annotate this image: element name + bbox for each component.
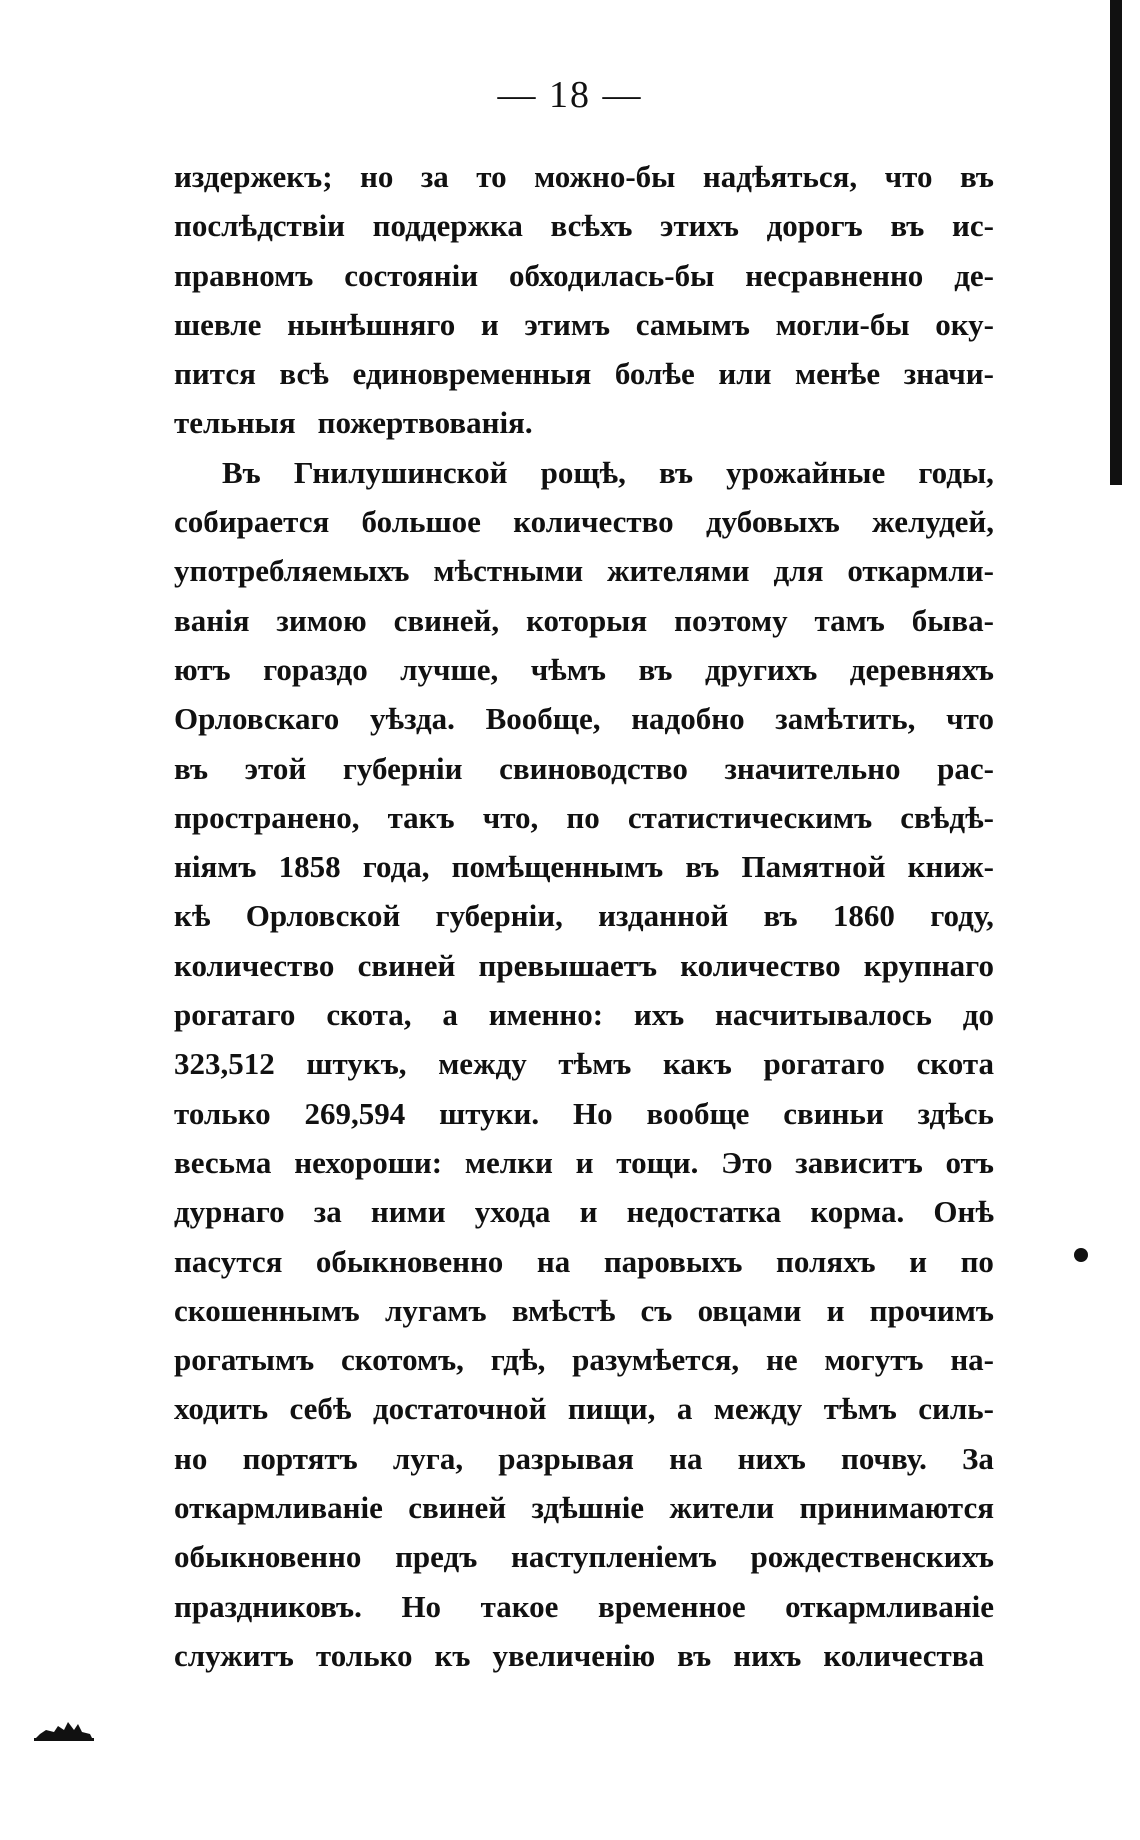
- word: могутъ: [824, 1342, 924, 1378]
- word: обходилась-бы: [508, 257, 715, 293]
- word: недостатка: [626, 1194, 782, 1230]
- word: портятъ: [242, 1440, 358, 1476]
- word: жители: [669, 1490, 775, 1526]
- word: желудей,: [872, 504, 994, 540]
- word: тельныя: [174, 405, 296, 441]
- word: быва-: [911, 602, 994, 638]
- word: года,: [362, 849, 430, 885]
- word: какъ: [663, 1046, 732, 1082]
- word: служитъ: [174, 1637, 294, 1673]
- word: по: [960, 1243, 994, 1279]
- word: За: [962, 1440, 994, 1476]
- word: можно-бы: [534, 159, 676, 194]
- word: въ: [677, 1637, 712, 1673]
- text-line: [174, 497, 994, 546]
- word: лугамъ: [384, 1292, 487, 1328]
- text-line: [174, 645, 994, 694]
- word: свѣдѣ-: [900, 799, 994, 835]
- word: паровыхъ: [603, 1243, 743, 1279]
- word: что: [884, 159, 933, 194]
- word: свиней,: [393, 602, 500, 638]
- word: луга,: [392, 1440, 464, 1476]
- word: нехороши:: [294, 1144, 443, 1180]
- text-line: [174, 349, 994, 398]
- word: кѣ: [174, 898, 211, 934]
- word: количество: [680, 947, 841, 983]
- word: силь-: [918, 1391, 994, 1427]
- word: Въ: [222, 454, 261, 490]
- word: что,: [482, 799, 539, 835]
- word: ніямъ: [174, 849, 257, 885]
- body-text: [174, 152, 994, 1680]
- word: въ: [658, 454, 694, 490]
- word: годы,: [918, 454, 994, 490]
- word: этой: [244, 750, 307, 786]
- word: и: [826, 1292, 845, 1328]
- text-line: [174, 694, 994, 743]
- word: предъ: [395, 1539, 478, 1575]
- word: въ: [685, 849, 720, 885]
- text-line: [174, 1039, 994, 1088]
- text-line: [174, 990, 994, 1039]
- word: принимаются: [799, 1490, 994, 1526]
- text-line: [174, 1286, 994, 1335]
- word: жителями: [607, 553, 750, 589]
- word: употребляемыхъ: [174, 553, 410, 589]
- word: шевле: [174, 306, 262, 342]
- word: поддержка: [372, 208, 523, 244]
- word: Орловской: [245, 898, 401, 934]
- word: между: [438, 1046, 527, 1082]
- word: но: [174, 1440, 208, 1476]
- word: деревняхъ: [849, 651, 994, 687]
- word: себѣ: [289, 1391, 352, 1427]
- word: на: [669, 1440, 703, 1476]
- word: скота,: [326, 997, 412, 1033]
- word: пасутся: [174, 1243, 283, 1279]
- word: 323,512: [174, 1046, 275, 1082]
- word: скота: [916, 1046, 994, 1082]
- word: помѣщеннымъ: [451, 849, 664, 885]
- word: между: [713, 1391, 803, 1427]
- word: Орловскаго: [174, 701, 340, 737]
- word: откармли-: [847, 553, 994, 589]
- word: зимою: [276, 602, 367, 638]
- word: свиньи: [783, 1095, 884, 1131]
- word: состояніи: [344, 257, 479, 293]
- word: этимъ: [524, 306, 611, 342]
- text-line: [174, 842, 994, 891]
- word: по: [566, 799, 600, 835]
- scan-edge-dot: [1074, 1248, 1088, 1262]
- word: рощѣ,: [540, 454, 626, 490]
- word: Вообще,: [485, 701, 601, 737]
- word: пищи,: [567, 1391, 656, 1427]
- word: на-: [950, 1342, 994, 1378]
- word: Но: [572, 1095, 613, 1131]
- word: только: [174, 1095, 271, 1131]
- word: 1860: [832, 898, 895, 934]
- text-line: [174, 152, 994, 201]
- word: что: [946, 701, 994, 737]
- word: 269,594: [304, 1095, 406, 1131]
- word: рас-: [937, 750, 994, 786]
- word: весьма: [174, 1144, 272, 1180]
- word: рождественскихъ: [750, 1539, 994, 1575]
- word: тощи.: [616, 1144, 699, 1180]
- word: ихъ: [633, 997, 685, 1033]
- word: не: [765, 1342, 798, 1378]
- page-number: — 18 —: [497, 74, 643, 116]
- word: и: [909, 1243, 927, 1279]
- text-line: [174, 448, 994, 497]
- word: здѣшніе: [531, 1490, 645, 1526]
- word: то: [476, 159, 507, 194]
- word: году,: [930, 898, 994, 934]
- word: урожайные: [726, 454, 886, 490]
- text-line: [174, 1089, 994, 1138]
- text-line: [174, 1187, 994, 1236]
- word: зависитъ: [795, 1144, 923, 1180]
- word: до: [962, 997, 994, 1033]
- word: надобно: [631, 701, 745, 737]
- word: де-: [954, 257, 994, 293]
- word: несравненно: [745, 257, 924, 293]
- word: обыкновенно: [315, 1243, 504, 1279]
- word: откармливаніе: [785, 1588, 994, 1624]
- word: крупнаго: [863, 947, 994, 983]
- word: статистическимъ: [627, 799, 873, 835]
- word: количество: [513, 504, 674, 540]
- word: могли-бы: [775, 306, 910, 342]
- word: Гнилушинской: [293, 454, 508, 490]
- word: всѣ: [279, 356, 329, 392]
- text-line: [174, 1582, 994, 1631]
- word: а: [676, 1391, 693, 1427]
- word: насчитывалось: [715, 997, 932, 1033]
- text-line: [174, 1335, 994, 1384]
- word: разумѣется,: [572, 1342, 740, 1378]
- word: 1858: [278, 849, 341, 885]
- word: пожертвованія.: [317, 405, 533, 441]
- word: поляхъ: [776, 1243, 876, 1279]
- word: единовременныя: [352, 356, 592, 392]
- text-line: [174, 1138, 994, 1187]
- word: или: [718, 356, 772, 392]
- word: откармливаніе: [174, 1490, 383, 1526]
- text-line: [174, 793, 994, 842]
- word: самымъ: [635, 306, 750, 342]
- text-line: [174, 941, 994, 990]
- text-line: [174, 891, 994, 940]
- word: временное: [597, 1588, 746, 1624]
- word: губерніи: [342, 750, 463, 786]
- word: прочимъ: [869, 1292, 994, 1328]
- word: въ: [763, 898, 798, 934]
- word: штуки.: [439, 1095, 540, 1131]
- word: оку-: [935, 306, 994, 342]
- word: замѣтить,: [775, 701, 916, 737]
- word: нихъ: [733, 1637, 802, 1673]
- word: и: [579, 1194, 598, 1230]
- word: ходить: [174, 1391, 269, 1427]
- word: за: [313, 1194, 342, 1230]
- word: Но: [401, 1588, 442, 1624]
- word: праздниковъ.: [174, 1588, 362, 1624]
- word: именно:: [488, 997, 604, 1033]
- text-line: [174, 398, 994, 447]
- word: большое: [361, 504, 481, 540]
- word: пространено,: [174, 799, 360, 835]
- word: количество: [174, 947, 335, 983]
- word: штукъ,: [306, 1046, 407, 1082]
- word: мѣстными: [433, 553, 584, 589]
- text-line: [174, 596, 994, 645]
- word: превышаетъ: [478, 947, 658, 983]
- word: за: [420, 159, 449, 194]
- word: рогатаго: [763, 1046, 885, 1082]
- word: тѣмъ: [558, 1046, 632, 1082]
- word: но: [360, 159, 394, 194]
- word: для: [773, 553, 824, 589]
- word: дурнаго: [174, 1194, 285, 1230]
- word: правномъ: [174, 257, 314, 293]
- word: въ: [959, 159, 994, 194]
- text-line: [174, 300, 994, 349]
- word: обыкновенно: [174, 1539, 362, 1575]
- word: съ: [640, 1292, 673, 1328]
- word: такъ: [387, 799, 455, 835]
- word: нынѣшняго: [287, 306, 456, 342]
- text-line: [174, 201, 994, 250]
- word: ними: [370, 1194, 446, 1230]
- word: менѣе: [795, 356, 881, 392]
- word: губерніи,: [435, 898, 563, 934]
- word: книж-: [907, 849, 994, 885]
- word: свиней: [408, 1490, 507, 1526]
- word: вообще: [646, 1095, 750, 1131]
- printer-mark-icon: [34, 1712, 94, 1742]
- word: значи-: [903, 356, 994, 392]
- text-line: [174, 1631, 994, 1680]
- word: чѣмъ: [530, 651, 606, 687]
- word: свиней: [357, 947, 456, 983]
- text-line: [174, 1532, 994, 1581]
- word: и: [480, 306, 499, 342]
- word: Это: [721, 1144, 773, 1180]
- word: тѣмъ: [823, 1391, 897, 1427]
- word: изданной: [598, 898, 729, 934]
- text-line: [174, 1434, 994, 1483]
- word: и: [575, 1144, 594, 1180]
- word: дорогъ: [766, 208, 863, 244]
- word: пится: [174, 356, 256, 392]
- word: наступленіемъ: [510, 1539, 717, 1575]
- text-line: [174, 1483, 994, 1532]
- word: дубовыхъ: [705, 504, 840, 540]
- word: нихъ: [737, 1440, 806, 1476]
- word: гораздо: [263, 651, 368, 687]
- text-line: [174, 251, 994, 300]
- word: вмѣстѣ: [511, 1292, 616, 1328]
- word: свиноводство: [499, 750, 688, 786]
- word: ютъ: [174, 651, 231, 687]
- word: въ: [638, 651, 673, 687]
- word: этихъ: [660, 208, 739, 244]
- text-line: [174, 1237, 994, 1286]
- word: здѣсь: [917, 1095, 994, 1131]
- word: достаточной: [372, 1391, 547, 1427]
- word: мелки: [464, 1144, 553, 1180]
- word: другихъ: [704, 651, 818, 687]
- word: въ: [890, 208, 925, 244]
- word: болѣе: [614, 356, 695, 392]
- word: овцами: [697, 1292, 802, 1328]
- word: гдѣ,: [490, 1342, 546, 1378]
- word: скотомъ,: [340, 1342, 464, 1378]
- word: корма.: [810, 1194, 905, 1230]
- word: рогатымъ: [174, 1342, 315, 1378]
- word: количества: [823, 1637, 984, 1673]
- word: въ: [174, 750, 209, 786]
- word: разрывая: [498, 1440, 634, 1476]
- word: ванія: [174, 602, 250, 638]
- word: Онѣ: [933, 1194, 994, 1230]
- word: уѣзда.: [369, 701, 455, 737]
- word: скошеннымъ: [174, 1292, 360, 1328]
- text-line: [174, 1384, 994, 1433]
- word: издержекъ;: [174, 159, 333, 194]
- text-line: [174, 546, 994, 595]
- word: увеличенію: [492, 1637, 656, 1673]
- word: всѣхъ: [550, 208, 633, 244]
- word: ис-: [952, 208, 994, 244]
- word: ухода: [474, 1194, 551, 1230]
- word: Памятной: [741, 849, 886, 885]
- word: значительно: [724, 750, 901, 786]
- word: надѣяться,: [702, 159, 858, 194]
- word: а: [442, 997, 458, 1033]
- word: собирается: [174, 504, 330, 540]
- word: поэтому: [674, 602, 788, 638]
- word: которыя: [526, 602, 648, 638]
- word: послѣдствіи: [174, 208, 345, 244]
- word: тамъ: [814, 602, 885, 638]
- word: на: [536, 1243, 571, 1279]
- text-line: [174, 744, 994, 793]
- word: такое: [480, 1588, 559, 1624]
- word: къ: [434, 1637, 471, 1673]
- word: рогатаго: [174, 997, 296, 1033]
- word: почву.: [840, 1440, 927, 1476]
- word: только: [315, 1637, 413, 1673]
- word: лучше,: [400, 651, 499, 687]
- word: отъ: [945, 1144, 994, 1180]
